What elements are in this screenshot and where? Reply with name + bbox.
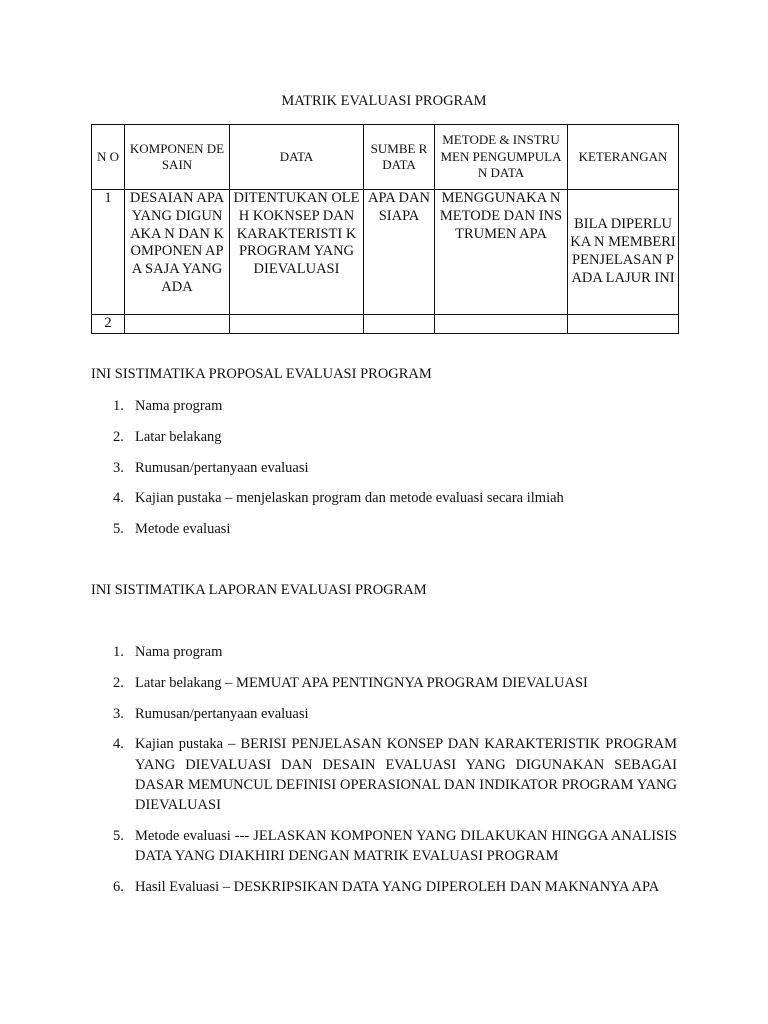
list-item: [91, 673, 677, 693]
list-number: 2.: [113, 428, 124, 445]
list-item-text: Nama program: [135, 644, 223, 660]
list-item-text: Hasil Evaluasi – DESKRIPSIKAN DATA YANG DIPEROLEH DAN MAKNANYA APA: [135, 879, 660, 896]
list-item-text: Rumusan/pertanyaan evaluasi: [135, 705, 309, 722]
table-cell: [364, 315, 435, 334]
list-number: 3.: [113, 459, 124, 476]
list-item: [91, 427, 677, 447]
table-cell: 2: [92, 315, 125, 334]
list-item-text: Latar belakang – MEMUAT APA PENTINGNYA PROGRAM DIEVALUASI: [135, 674, 588, 691]
list-item-text: Nama program: [135, 398, 223, 414]
header-metode-instrumen: METODE & INSTRUMEN PENGUMPULAN DATA: [435, 125, 568, 190]
table-row: [92, 190, 679, 315]
list-item: [91, 704, 677, 724]
list-number: 4.: [113, 490, 124, 507]
list-item: [91, 642, 677, 662]
header-sumber-data: SUMBE R DATA: [364, 125, 435, 190]
list-item-text: Kajian pustaka – BERISI PENJELASAN KONSEP DAN KARAKTERISTIK PROGRAM YANG DIEVALUASI DAN DESAIN EVALUASI YANG DIGUNAKAN SEBAGAI DASAR MEMUNCUL DEFINISI OPERASIONAL DAN INDIKATOR PROGRAM YANG DIEVALUASI: [135, 736, 677, 814]
list-number: 1.: [113, 398, 124, 414]
list-item: [91, 396, 677, 416]
laporan-list: [91, 642, 677, 908]
header-no: N O: [92, 125, 125, 190]
list-item-text: Latar belakang: [135, 428, 222, 445]
list-item-text: Rumusan/pertanyaan evaluasi: [135, 459, 309, 476]
table-cell: [568, 315, 679, 334]
table-cell: DITENTUKAN OLEH KOKNSEP DAN KARAKTERISTI K PROGRAM YANG DIEVALUASI: [230, 190, 364, 315]
header-keterangan: KETERANGAN: [568, 125, 679, 190]
table-cell: MENGGUNAKA N METODE DAN INSTRUMEN APA: [435, 190, 568, 315]
list-number: 1.: [113, 644, 124, 660]
list-number: 5.: [113, 828, 124, 845]
list-item-text: Metode evaluasi --- JELASKAN KOMPONEN YANG DILAKUKAN HINGGA ANALISIS DATA YANG DIAKHIRI DENGAN MATRIK EVALUASI PROGRAM: [135, 828, 677, 865]
list-item: [91, 488, 677, 508]
list-item: [91, 734, 677, 815]
list-number: 4.: [113, 736, 124, 753]
header-data: DATA: [230, 125, 364, 190]
table-cell: 1: [92, 190, 125, 315]
list-number: 2.: [113, 674, 124, 691]
table-cell: [125, 315, 230, 334]
list-number: 5.: [113, 521, 124, 538]
table-row: [92, 315, 679, 334]
list-item: [91, 458, 677, 478]
list-item-text: Metode evaluasi: [135, 521, 231, 538]
page-title: MATRIK EVALUASI PROGRAM: [281, 93, 487, 109]
list-number: 3.: [113, 705, 124, 722]
table-cell: BILA DIPERLUKA N MEMBERI PENJELASAN PADA LAJUR INI: [568, 190, 679, 315]
list-item: [91, 519, 677, 539]
list-item-text: Kajian pustaka – menjelaskan program dan metode evaluasi secara ilmiah: [135, 490, 564, 507]
table-cell: DESAIAN APA YANG DIGUNAKA N DAN KOMPONEN APA SAJA YANG ADA: [125, 190, 230, 315]
proposal-list: [91, 396, 677, 550]
list-number: 6.: [113, 879, 124, 896]
table-cell: APA DAN SIAPA: [364, 190, 435, 315]
evaluation-matrix-table: [91, 124, 679, 334]
table-cell: [435, 315, 568, 334]
laporan-heading: INI SISTIMATIKA LAPORAN EVALUASI PROGRAM: [91, 582, 427, 598]
table-cell: [230, 315, 364, 334]
table-header-row: [92, 125, 679, 190]
proposal-heading: INI SISTIMATIKA PROPOSAL EVALUASI PROGRAM: [91, 366, 432, 382]
list-item: [91, 877, 677, 897]
list-item: [91, 826, 677, 867]
header-komponen-desain: KOMPONEN DESAIN: [125, 125, 230, 190]
